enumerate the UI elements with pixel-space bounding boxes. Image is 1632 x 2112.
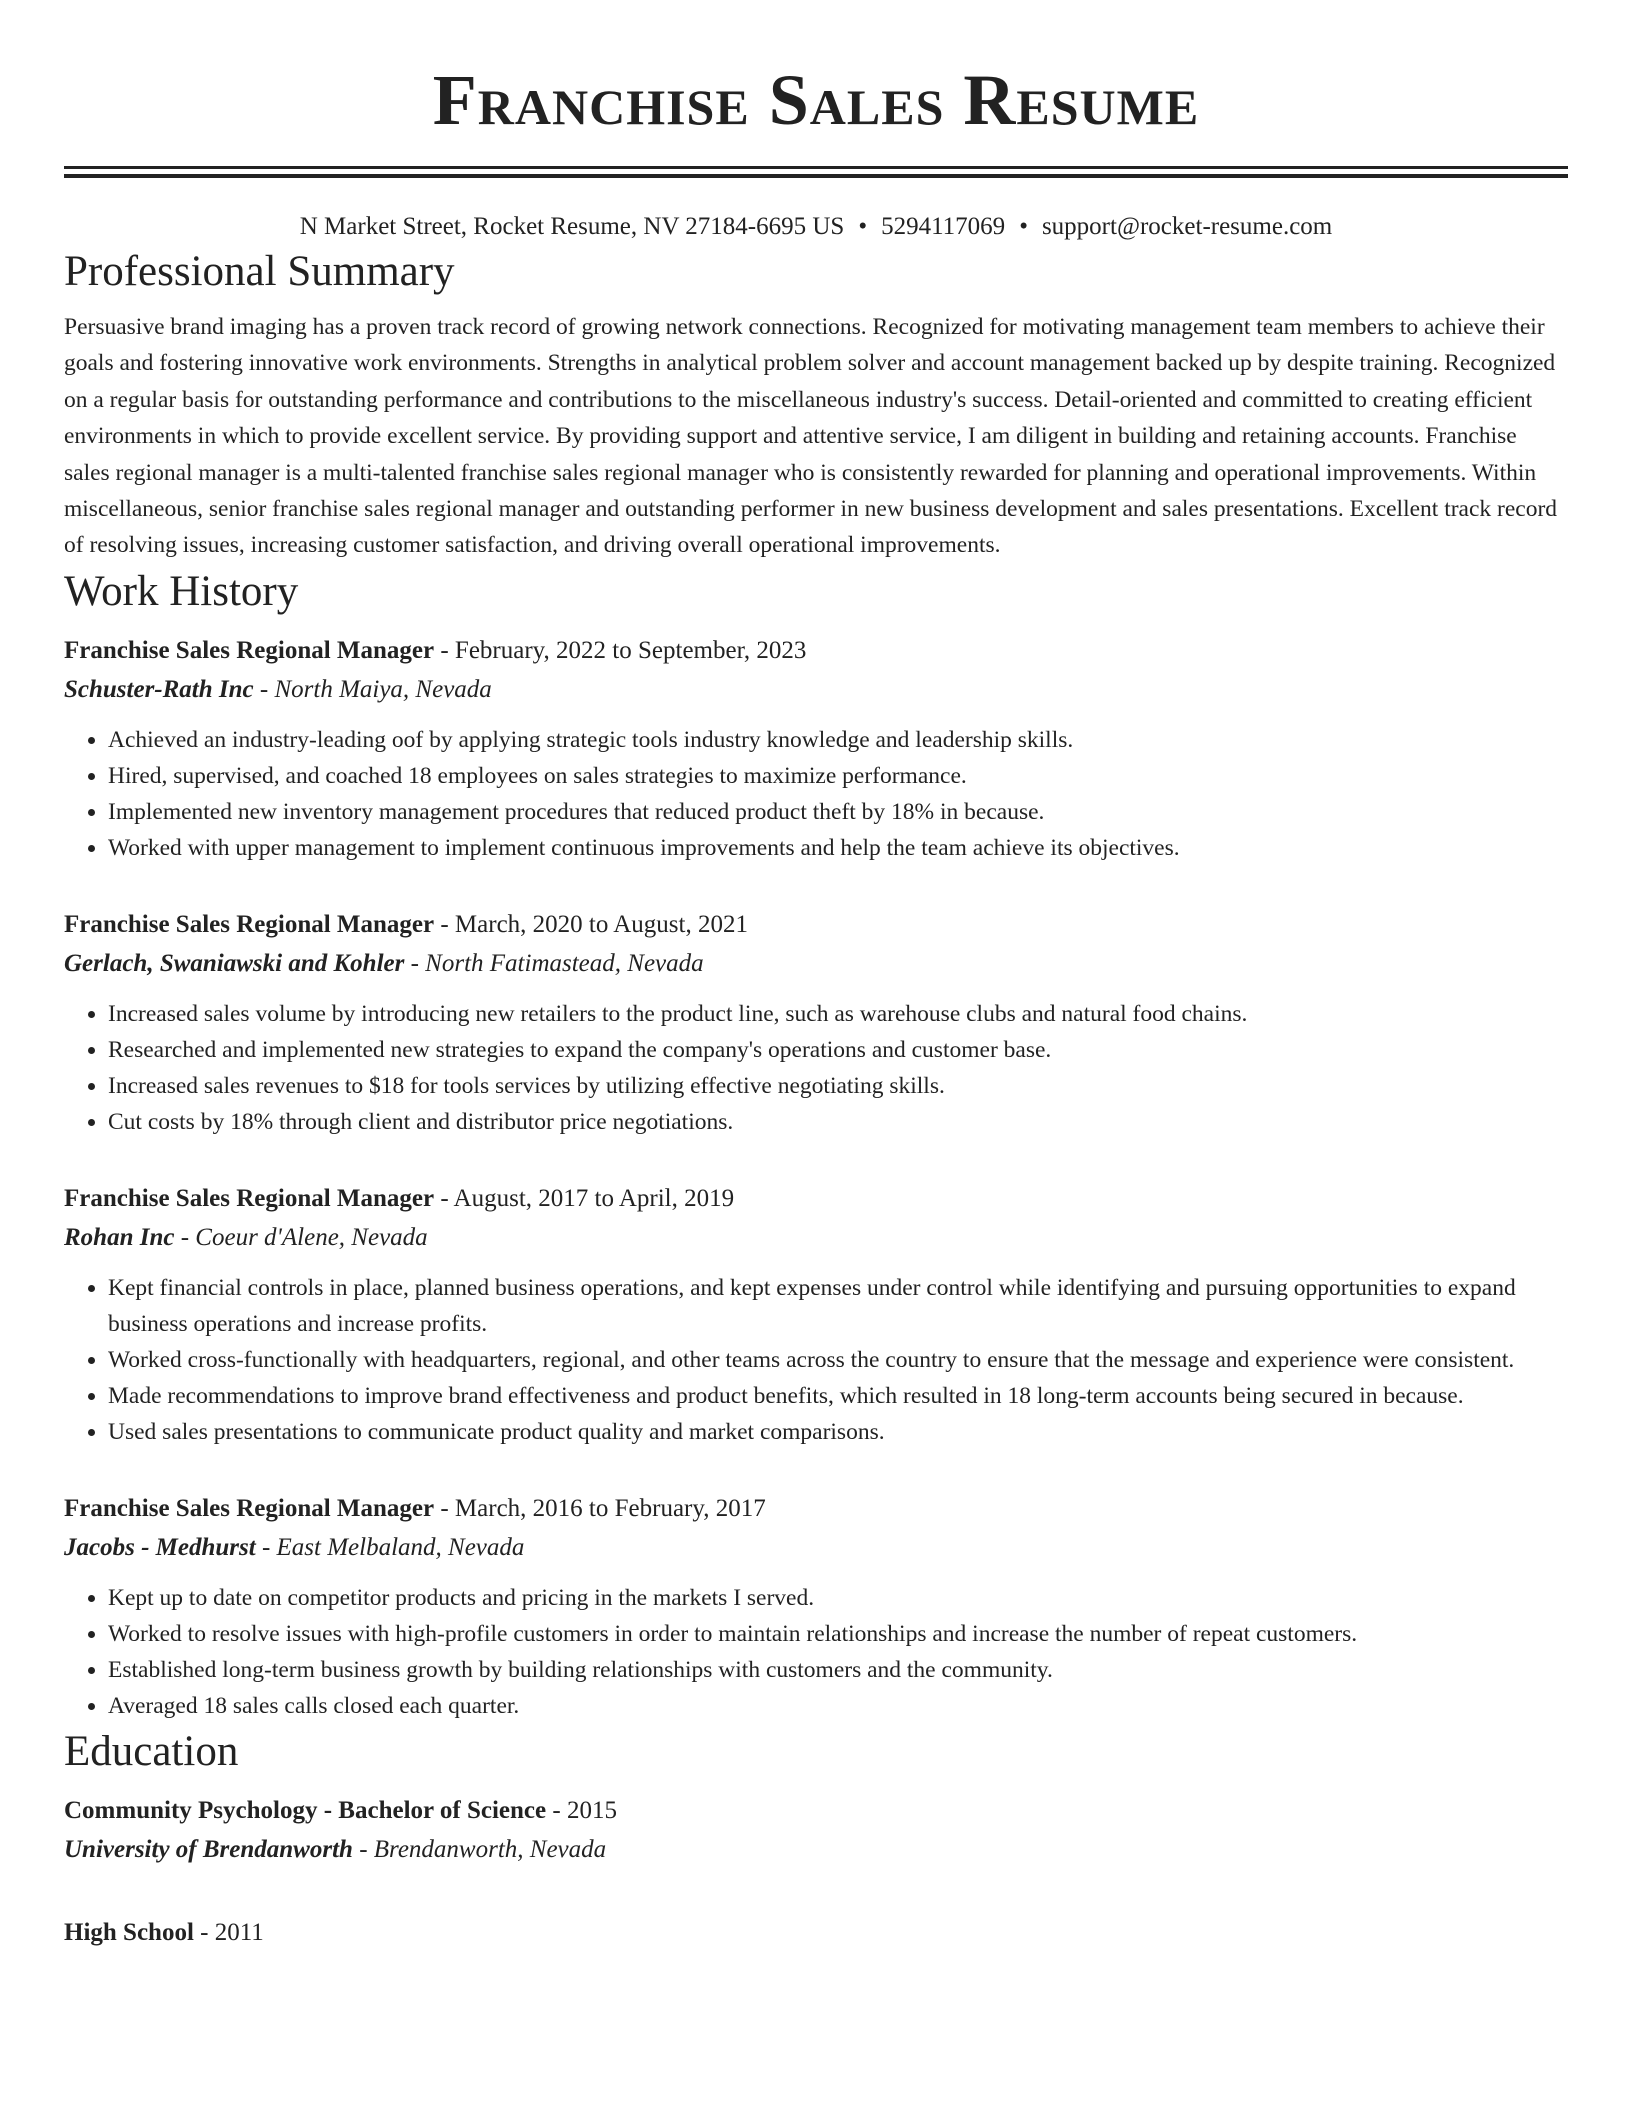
education-school: University of Brendanworth <box>64 1835 353 1863</box>
job-location: - East Melbaland, Nevada <box>255 1533 525 1561</box>
job-title: Franchise Sales Regional Manager <box>64 1184 435 1212</box>
job-bullet: • Kept financial controls in place, planned business operations, and kept expenses under control while identifying and pursuing opportunities to expand business operations and increase profits. <box>108 1270 1568 1342</box>
job-bullet: • Increased sales revenues to $18 for tools services by utilizing effective negotiating skills. <box>108 1068 1568 1104</box>
job-company-line <box>64 944 1568 984</box>
education-degree-line <box>64 1914 1568 1952</box>
contact-separator: • <box>858 213 868 240</box>
job-location: - North Maiya, Nevada <box>253 675 492 703</box>
job-company-line <box>64 1218 1568 1258</box>
job-company-line <box>64 1528 1568 1568</box>
job-entry <box>64 632 1568 866</box>
job-location: - North Fatimastead, Nevada <box>404 949 704 977</box>
job-dates: - February, 2022 to September, 2023 <box>434 636 807 664</box>
job-bullet: • Kept up to date on competitor products and pricing in the markets I served. <box>108 1580 1568 1616</box>
job-bullet: • Researched and implemented new strategies to expand the company's operations and customer base. <box>108 1032 1568 1068</box>
job-title-line <box>64 1180 1568 1218</box>
job-company: Schuster-Rath Inc <box>64 675 254 703</box>
education-degree-line <box>64 1792 1568 1830</box>
contact-address: N Market Street, Rocket Resume, NV 27184-6695 US <box>299 213 845 240</box>
job-bullets <box>64 996 1568 1140</box>
education-degree: High School <box>64 1918 194 1946</box>
job-title-line <box>64 906 1568 944</box>
job-bullet: • Used sales presentations to communicate product quality and market comparisons. <box>108 1414 1568 1450</box>
job-dates: - August, 2017 to April, 2019 <box>434 1184 735 1212</box>
contact-email: support@rocket-resume.com <box>1041 213 1333 240</box>
job-bullet: • Cut costs by 18% through client and distributor price negotiations. <box>108 1104 1568 1140</box>
job-entry <box>64 1490 1568 1724</box>
job-bullet: • Established long-term business growth by building relationships with customers and the community. <box>108 1652 1568 1688</box>
title-rule-bottom <box>64 174 1568 178</box>
page-title: Franchise Sales Resume <box>432 60 1200 140</box>
job-title-line <box>64 1490 1568 1528</box>
job-bullet: • Hired, supervised, and coached 18 employees on sales strategies to maximize performance. <box>108 758 1568 794</box>
section-heading-summary: Professional Summary <box>64 248 455 295</box>
job-bullet: • Implemented new inventory management procedures that reduced product theft by 18% in because. <box>108 794 1568 830</box>
job-title: Franchise Sales Regional Manager <box>64 910 435 938</box>
contact-phone: 5294117069 <box>881 213 1006 240</box>
job-company: Jacobs - Medhurst <box>64 1533 256 1561</box>
job-bullet: • Worked with upper management to implement continuous improvements and help the team achieve its objectives. <box>108 830 1568 866</box>
summary-text: Persuasive brand imaging has a proven track record of growing network connections. Recognized for motivating management team members to achieve their goals and fostering innovative work environments. Strengths in analytical problem solver and account management backed up by despite training. Recognized on a regular basis for outstanding performance and contributions to the miscellaneous industry's success. Detail-oriented and committed to creating efficient environments in which to provide excellent service. By providing support and attentive service, I am diligent in building and retaining accounts. Franchise sales regional manager is a multi-talented franchise sales regional manager who is consistently rewarded for planning and operational improvements. Within miscellaneous, senior franchise sales regional manager and outstanding performer in new business development and sales presentations. Excellent track record of resolving issues, increasing customer satisfaction, and driving overall operational improvements. <box>64 314 1558 559</box>
education-entry <box>64 1914 1568 1952</box>
job-entry <box>64 1180 1568 1450</box>
education-year: - 2011 <box>193 1918 264 1946</box>
section-heading-education: Education <box>64 1727 239 1775</box>
education-degree: Community Psychology - Bachelor of Science <box>64 1796 547 1824</box>
job-company: Gerlach, Swaniawski and Kohler <box>64 949 405 977</box>
contact-line <box>64 210 1568 244</box>
job-company-line <box>64 670 1568 710</box>
job-bullet: • Averaged 18 sales calls closed each quarter. <box>108 1688 1568 1724</box>
job-entry <box>64 906 1568 1140</box>
job-bullet: • Achieved an industry-leading oof by applying strategic tools industry knowledge and leadership skills. <box>108 722 1568 758</box>
education-entry <box>64 1792 1568 1870</box>
job-dates: - March, 2016 to February, 2017 <box>434 1494 766 1522</box>
job-bullet: • Increased sales volume by introducing new retailers to the product line, such as warehouse clubs and natural food chains. <box>108 996 1568 1032</box>
job-location: - Coeur d'Alene, Nevada <box>174 1223 428 1251</box>
job-company: Rohan Inc <box>64 1223 175 1251</box>
job-title: Franchise Sales Regional Manager <box>64 636 435 664</box>
education-school-line <box>64 1830 1568 1870</box>
job-bullet: • Worked to resolve issues with high-profile customers in order to maintain relationships and increase the number of repeat customers. <box>108 1616 1568 1652</box>
job-bullets <box>64 1580 1568 1724</box>
section-heading-work-history: Work History <box>64 567 299 615</box>
job-bullets <box>64 1270 1568 1450</box>
job-bullets <box>64 722 1568 866</box>
education-year: - 2015 <box>546 1796 617 1824</box>
title-rule-top <box>64 166 1568 169</box>
job-bullet: • Worked cross-functionally with headquarters, regional, and other teams across the country to ensure that the message and experience were consistent. <box>108 1342 1568 1378</box>
job-dates: - March, 2020 to August, 2021 <box>434 910 748 938</box>
job-bullet: • Made recommendations to improve brand effectiveness and product benefits, which resulted in 18 long-term accounts being secured in because. <box>108 1378 1568 1414</box>
education-location: - Brendanworth, Nevada <box>352 1835 607 1863</box>
job-title: Franchise Sales Regional Manager <box>64 1494 435 1522</box>
contact-separator: • <box>1019 213 1028 240</box>
job-title-line <box>64 632 1568 670</box>
